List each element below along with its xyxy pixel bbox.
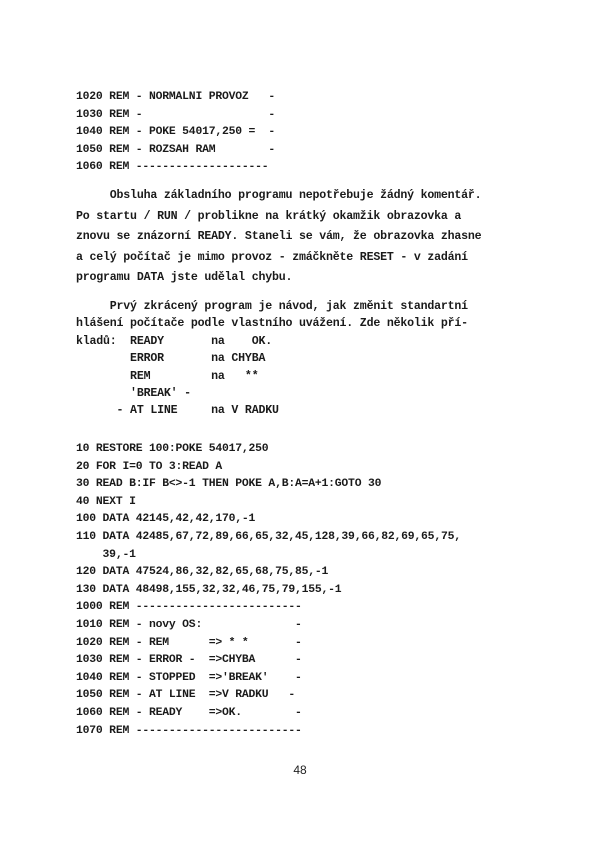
example-line: - AT LINE na V RADKU bbox=[76, 404, 279, 418]
code-line: 39,-1 bbox=[76, 548, 136, 561]
code-line: 120 DATA 47524,86,32,82,65,68,75,85,-1 bbox=[76, 566, 329, 579]
rem-block-top bbox=[76, 89, 275, 177]
code-line: 20 FOR I=0 TO 3:READ A bbox=[76, 460, 222, 473]
code-line: 1050 REM - ROZSAH RAM - bbox=[76, 143, 276, 156]
code-line: 1010 REM - novy OS: - bbox=[76, 618, 302, 631]
code-line: 1040 REM - STOPPED =>'BREAK' - bbox=[76, 671, 302, 684]
code-line: 1030 REM - - bbox=[76, 108, 276, 121]
code-line: 1060 REM -------------------- bbox=[76, 161, 269, 174]
code-line: 1070 REM ------------------------- bbox=[76, 724, 302, 737]
text-line: a celý počítač je mimo provoz - zmáčkněte RESET - v zadání bbox=[76, 250, 468, 264]
code-line: 1060 REM - READY =>OK. - bbox=[76, 706, 302, 719]
paragraph-instructions bbox=[76, 186, 481, 289]
page-number: 48 bbox=[293, 763, 307, 777]
text-line: Prvý zkrácený program je návod, jak změnit standartní bbox=[76, 300, 468, 313]
code-line: 130 DATA 48498,155,32,32,46,75,79,155,-1 bbox=[76, 583, 342, 596]
code-line: 1040 REM - POKE 54017,250 = - bbox=[76, 126, 276, 139]
code-line: 110 DATA 42485,67,72,89,66,65,32,45,128,39,66,82,69,65,75, bbox=[76, 530, 461, 543]
code-line: 1020 REM - NORMALNI PROVOZ - bbox=[76, 91, 276, 103]
example-line: 'BREAK' - bbox=[76, 387, 191, 401]
code-line: 100 DATA 42145,42,42,170,-1 bbox=[76, 513, 256, 526]
code-line: 1050 REM - AT LINE =>V RADKU - bbox=[76, 689, 295, 702]
text-line: hlášení počítače podle vlastního uvážení. Zde několik pří- bbox=[76, 317, 468, 331]
code-line: 10 RESTORE 100:POKE 54017,250 bbox=[76, 443, 269, 455]
text-line: Obsluha základního programu nepotřebuje žádný komentář. bbox=[76, 189, 482, 202]
text-line: znovu se znázorní READY. Staneli se vám, že obrazovka zhasne bbox=[76, 230, 482, 244]
code-line: 1000 REM ------------------------- bbox=[76, 601, 302, 614]
example-line: kladů: READY na OK. bbox=[76, 334, 272, 348]
program-listing bbox=[76, 441, 461, 740]
example-line: ERROR na CHYBA bbox=[76, 352, 266, 366]
code-line: 1020 REM - REM => * * - bbox=[76, 636, 302, 649]
text-line: programu DATA jste udělal chybu. bbox=[76, 271, 293, 285]
example-line: REM na ** bbox=[76, 369, 259, 383]
text-line: Po startu / RUN / problikne na krátký okamžik obrazovka a bbox=[76, 209, 462, 223]
code-line: 40 NEXT I bbox=[76, 495, 136, 508]
paragraph-examples bbox=[76, 298, 468, 420]
code-line: 1030 REM - ERROR - =>CHYBA - bbox=[76, 654, 302, 667]
code-line: 30 READ B:IF B<>-1 THEN POKE A,B:A=A+1:GOTO 30 bbox=[76, 478, 382, 491]
